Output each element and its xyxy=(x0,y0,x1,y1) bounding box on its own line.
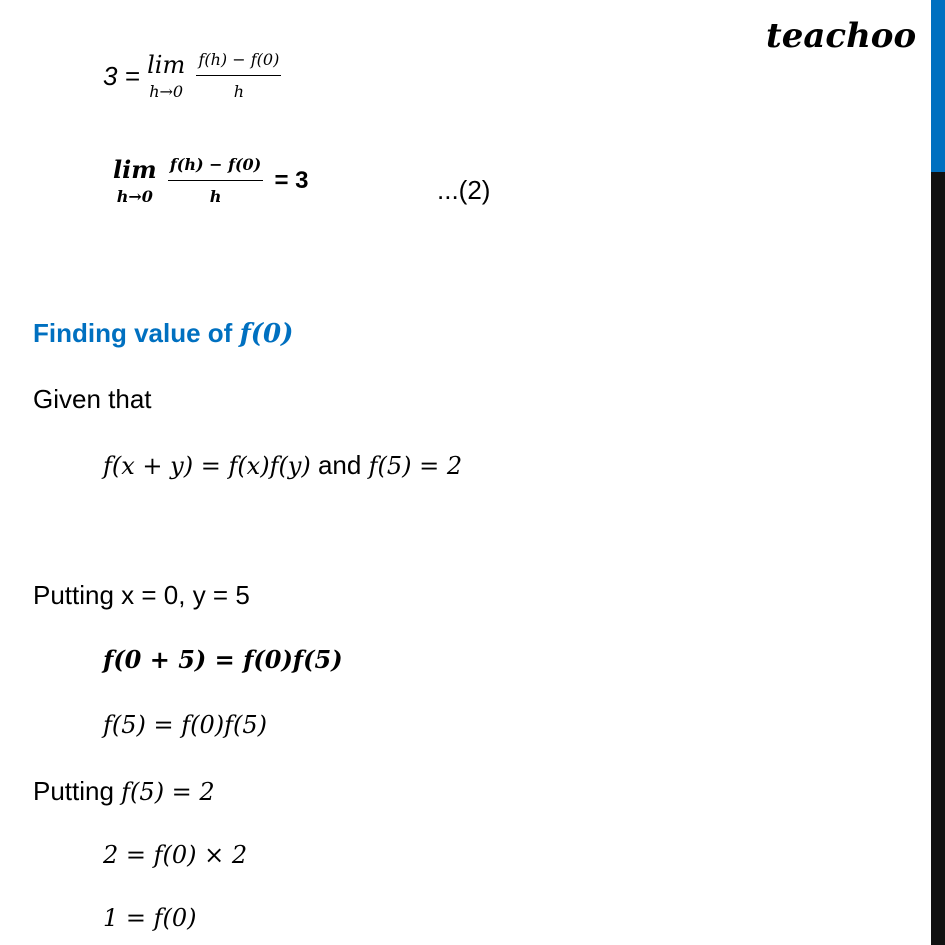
given-and: and xyxy=(310,450,369,480)
equation-2 xyxy=(113,155,309,208)
putting-label: Putting xyxy=(33,776,122,806)
putting-text-2 xyxy=(33,776,215,807)
limit xyxy=(147,50,185,103)
limit-word: lim xyxy=(113,155,157,184)
numerator: f(h) − f(0) xyxy=(196,50,281,76)
equation-1 xyxy=(103,50,285,103)
step-2: f(5) = f(0)f(5) xyxy=(103,711,268,739)
step-3: 2 = f(0) × 2 xyxy=(103,841,248,869)
limit-subscript: h→0 xyxy=(149,82,184,101)
given-text: Given that xyxy=(33,384,152,414)
equation-lhs: 3 = xyxy=(103,60,140,91)
step-1: f(0 + 5) = f(0)f(5) xyxy=(103,645,343,674)
putting-math: f(5) = 2 xyxy=(121,778,215,806)
fraction xyxy=(196,50,281,103)
scrollbar-thumb[interactable] xyxy=(931,0,945,172)
given-equation xyxy=(103,450,462,481)
limit xyxy=(113,155,157,208)
section-heading xyxy=(33,318,293,350)
scrollbar[interactable] xyxy=(931,0,945,945)
fraction xyxy=(168,155,263,208)
numerator: f(h) − f(0) xyxy=(168,155,263,181)
heading-text: Finding value of xyxy=(33,318,240,348)
heading-math: f(0) xyxy=(239,319,294,349)
equation-rhs: = 3 xyxy=(274,167,309,194)
limit-word: lim xyxy=(147,51,186,79)
denominator: h xyxy=(209,186,222,206)
step-4: 1 = f(0) xyxy=(103,904,197,932)
equation-ref: ...(2) xyxy=(437,175,491,205)
putting-text-1: Putting x = 0, y = 5 xyxy=(33,580,250,610)
given-equation-b: f(5) = 2 xyxy=(368,452,463,480)
limit-subscript: h→0 xyxy=(116,187,153,206)
given-equation-a: f(x + y) = f(x)f(y) xyxy=(103,452,311,480)
teachoo-logo: teachoo xyxy=(766,16,917,56)
denominator: h xyxy=(233,81,245,101)
